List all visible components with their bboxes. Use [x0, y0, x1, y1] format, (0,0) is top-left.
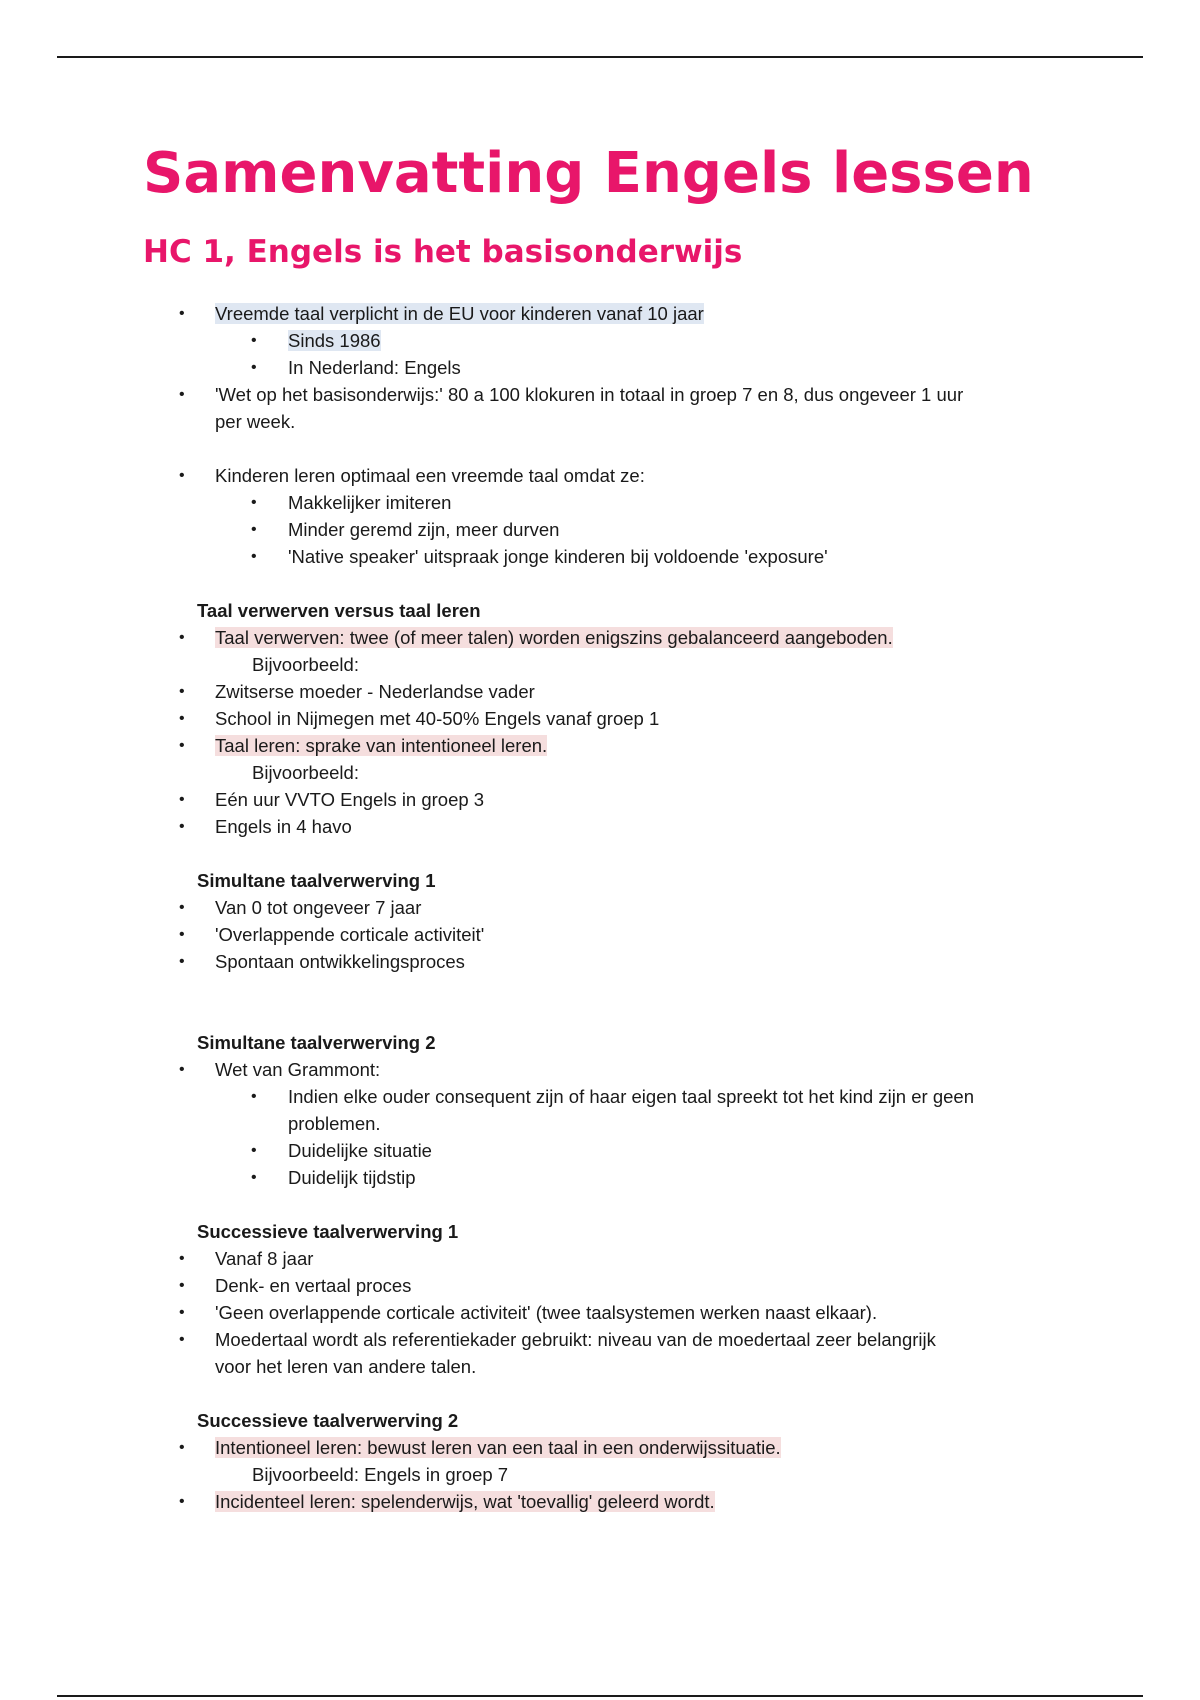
bullet-icon: •: [251, 494, 257, 511]
bullet-icon: •: [251, 1142, 257, 1159]
section-heading: Successieve taalverwerving 2: [197, 1410, 459, 1431]
list-item: • Moedertaal wordt als referentiekader gebruikt: niveau van de moedertaal zeer belangrijk: [0, 1326, 1200, 1353]
list-item: • 'Native speaker' uitspraak jonge kinderen bij voldoende 'exposure': [0, 543, 1200, 570]
bullet-icon: •: [179, 818, 185, 835]
list-item: • Engels in 4 havo: [0, 813, 1200, 840]
bullet-icon: •: [251, 521, 257, 538]
list-item: • Incidenteel leren: spelenderwijs, wat 'toevallig' geleerd wordt.: [0, 1488, 1200, 1515]
bullet-icon: •: [179, 1493, 185, 1510]
list-item: • 'Wet op het basisonderwijs:' 80 a 100 klokuren in totaal in groep 7 en 8, dus ongeveer 1 uur: [0, 381, 1200, 408]
bullet-icon: •: [179, 710, 185, 727]
example-label: Bijvoorbeeld:: [252, 654, 359, 675]
list-item: • In Nederland: Engels: [0, 354, 1200, 381]
section-heading: Taal verwerven versus taal leren: [197, 600, 481, 621]
bullet-icon: •: [179, 1331, 185, 1348]
bullet-icon: •: [179, 683, 185, 700]
section-heading: Simultane taalverwerving 1: [197, 870, 436, 891]
bullet-icon: •: [251, 1088, 257, 1105]
list-item: • Intentioneel leren: bewust leren van een taal in een onderwijssituatie.: [0, 1434, 1200, 1461]
list-item: • Sinds 1986: [0, 327, 1200, 354]
document-subtitle: HC 1, Engels is het basisonderwijs: [143, 234, 743, 270]
bullet-icon: •: [251, 359, 257, 376]
list-item: • Wet van Grammont:: [0, 1056, 1200, 1083]
list-item: • Denk- en vertaal proces: [0, 1272, 1200, 1299]
list-item: • Duidelijk tijdstip: [0, 1164, 1200, 1191]
bullet-icon: •: [179, 1277, 185, 1294]
list-item: • Duidelijke situatie: [0, 1137, 1200, 1164]
list-item: • 'Geen overlappende corticale activiteit' (twee taalsystemen werken naast elkaar).: [0, 1299, 1200, 1326]
document-body: [0, 300, 1200, 1515]
section-heading: Successieve taalverwerving 1: [197, 1221, 459, 1242]
bullet-icon: •: [179, 1439, 185, 1456]
document-title: Samenvatting Engels lessen: [143, 141, 1034, 206]
section-heading: Simultane taalverwerving 2: [197, 1032, 436, 1053]
example-label: Bijvoorbeeld: Engels in groep 7: [252, 1464, 509, 1485]
list-item: • Taal verwerven: twee (of meer talen) worden enigszins gebalanceerd aangeboden.: [0, 624, 1200, 651]
bottom-rule: [57, 1695, 1143, 1697]
list-item: • 'Overlappende corticale activiteit': [0, 921, 1200, 948]
bullet-icon: •: [251, 1169, 257, 1186]
list-item-continuation: voor het leren van andere talen.: [215, 1356, 477, 1377]
list-item: • School in Nijmegen met 40-50% Engels vanaf groep 1: [0, 705, 1200, 732]
list-item-continuation: per week.: [215, 411, 296, 432]
bullet-icon: •: [251, 548, 257, 565]
bullet-icon: •: [179, 629, 185, 646]
list-item: • Indien elke ouder consequent zijn of haar eigen taal spreekt tot het kind zijn er geen: [0, 1083, 1200, 1110]
bullet-icon: •: [179, 386, 185, 403]
bullet-icon: •: [179, 737, 185, 754]
top-rule: [57, 56, 1143, 58]
list-item-continuation: problemen.: [288, 1113, 381, 1134]
list-item: • Eén uur VVTO Engels in groep 3: [0, 786, 1200, 813]
bullet-icon: •: [179, 305, 185, 322]
list-item: • Taal leren: sprake van intentioneel leren.: [0, 732, 1200, 759]
bullet-icon: •: [179, 1304, 185, 1321]
bullet-icon: •: [251, 332, 257, 349]
bullet-icon: •: [179, 1061, 185, 1078]
list-item: • Van 0 tot ongeveer 7 jaar: [0, 894, 1200, 921]
bullet-icon: •: [179, 1250, 185, 1267]
bullet-icon: •: [179, 926, 185, 943]
example-label: Bijvoorbeeld:: [252, 762, 359, 783]
list-item: • Makkelijker imiteren: [0, 489, 1200, 516]
bullet-icon: •: [179, 899, 185, 916]
list-item: • Minder geremd zijn, meer durven: [0, 516, 1200, 543]
list-item: • Vanaf 8 jaar: [0, 1245, 1200, 1272]
bullet-icon: •: [179, 791, 185, 808]
list-item: • Kinderen leren optimaal een vreemde taal omdat ze:: [0, 462, 1200, 489]
list-item: • Zwitserse moeder - Nederlandse vader: [0, 678, 1200, 705]
bullet-icon: •: [179, 953, 185, 970]
list-item: • Spontaan ontwikkelingsproces: [0, 948, 1200, 975]
list-item: • Vreemde taal verplicht in de EU voor kinderen vanaf 10 jaar: [0, 300, 1200, 327]
bullet-icon: •: [179, 467, 185, 484]
